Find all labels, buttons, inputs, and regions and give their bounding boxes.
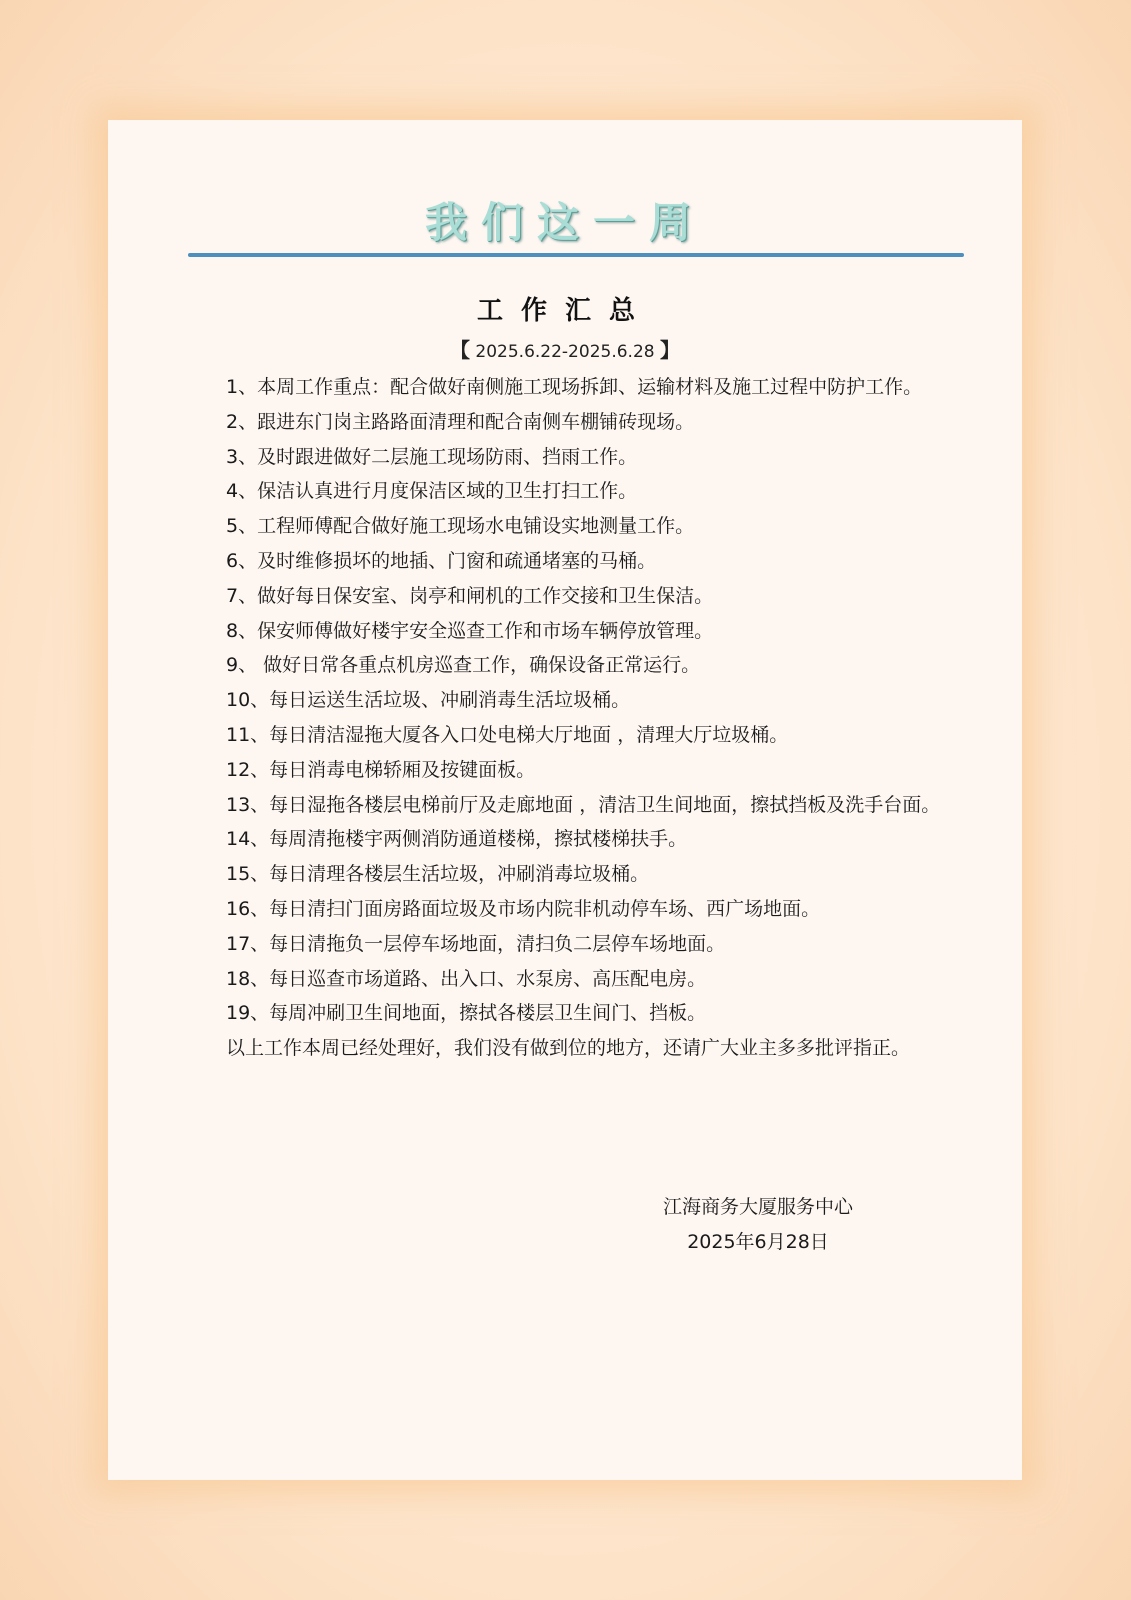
list-item: 19、每周冲刷卫生间地面，擦拭各楼层卫生间门、挡板。 — [226, 1002, 707, 1025]
list-item: 1、本周工作重点：配合做好南侧施工现场拆卸、运输材料及施工过程中防护工作。 — [226, 376, 923, 398]
list-item: 5、工程师傅配合做好施工现场水电铺设实地测量工作。 — [226, 515, 695, 538]
list-item: 13、每日湿拖各楼层电梯前厅及走廊地面 ，清洁卫生间地面，擦拭挡板及洗手台面。 — [226, 793, 941, 816]
list-item: 4、保洁认真进行月度保洁区域的卫生打扫工作。 — [226, 480, 638, 503]
list-item: 9、 做好日常各重点机房巡查工作，确保设备正常运行。 — [226, 654, 701, 677]
work-items-list — [226, 370, 972, 1066]
list-item: 10、每日运送生活垃圾、冲刷消毒生活垃圾桶。 — [226, 689, 631, 712]
list-item: 15、每日清理各楼层生活垃圾，冲刷消毒垃圾桶。 — [226, 863, 650, 886]
title-divider — [188, 253, 964, 257]
list-item: 16、每日清扫门面房路面垃圾及市场内院非机动停车场、西广场地面。 — [226, 897, 821, 920]
list-item: 12、每日消毒电梯轿厢及按键面板。 — [226, 758, 536, 781]
signature-block — [648, 1190, 868, 1260]
signature-org: 江海商务大厦服务中心 — [662, 1196, 853, 1218]
list-item: 2、跟进东门岗主路路面清理和配合南侧车棚铺砖现场。 — [226, 410, 695, 433]
list-item: 17、每日清拖负一层停车场地面，清扫负二层停车场地面。 — [226, 932, 726, 955]
date-range-text: 2025.6.22-2025.6.28 — [475, 342, 655, 362]
list-item: 14、每周清拖楼宇两侧消防通道楼梯，擦拭楼梯扶手。 — [226, 828, 688, 851]
list-item: 8、保安师傅做好楼宇安全巡查工作和市场车辆停放管理。 — [226, 619, 714, 642]
list-item: 7、做好每日保安室、岗亭和闸机的工作交接和卫生保洁。 — [226, 584, 714, 607]
list-item: 3、及时跟进做好二层施工现场防雨、挡雨工作。 — [226, 445, 638, 468]
section-heading: 工作汇总 — [476, 296, 653, 326]
signature-date: 2025年6月28日 — [687, 1231, 829, 1253]
closing-statement: 以上工作本周已经处理好，我们没有做到位的地方，还请广大业主多多批评指正。 — [226, 1037, 911, 1060]
date-range — [108, 334, 1022, 363]
list-item: 11、每日清洁湿拖大厦各入口处电梯大厅地面 ，清理大厅垃圾桶。 — [226, 723, 789, 746]
date-bracket-close: 】 — [660, 338, 680, 362]
document-page — [108, 120, 1022, 1480]
list-item: 18、每日巡查市场道路、出入口、水泵房、高压配电房。 — [226, 967, 707, 990]
page-title: 我们这一周 — [424, 198, 705, 247]
list-item: 6、及时维修损坏的地插、门窗和疏通堵塞的马桶。 — [226, 549, 657, 572]
date-bracket-open: 【 — [450, 338, 470, 362]
